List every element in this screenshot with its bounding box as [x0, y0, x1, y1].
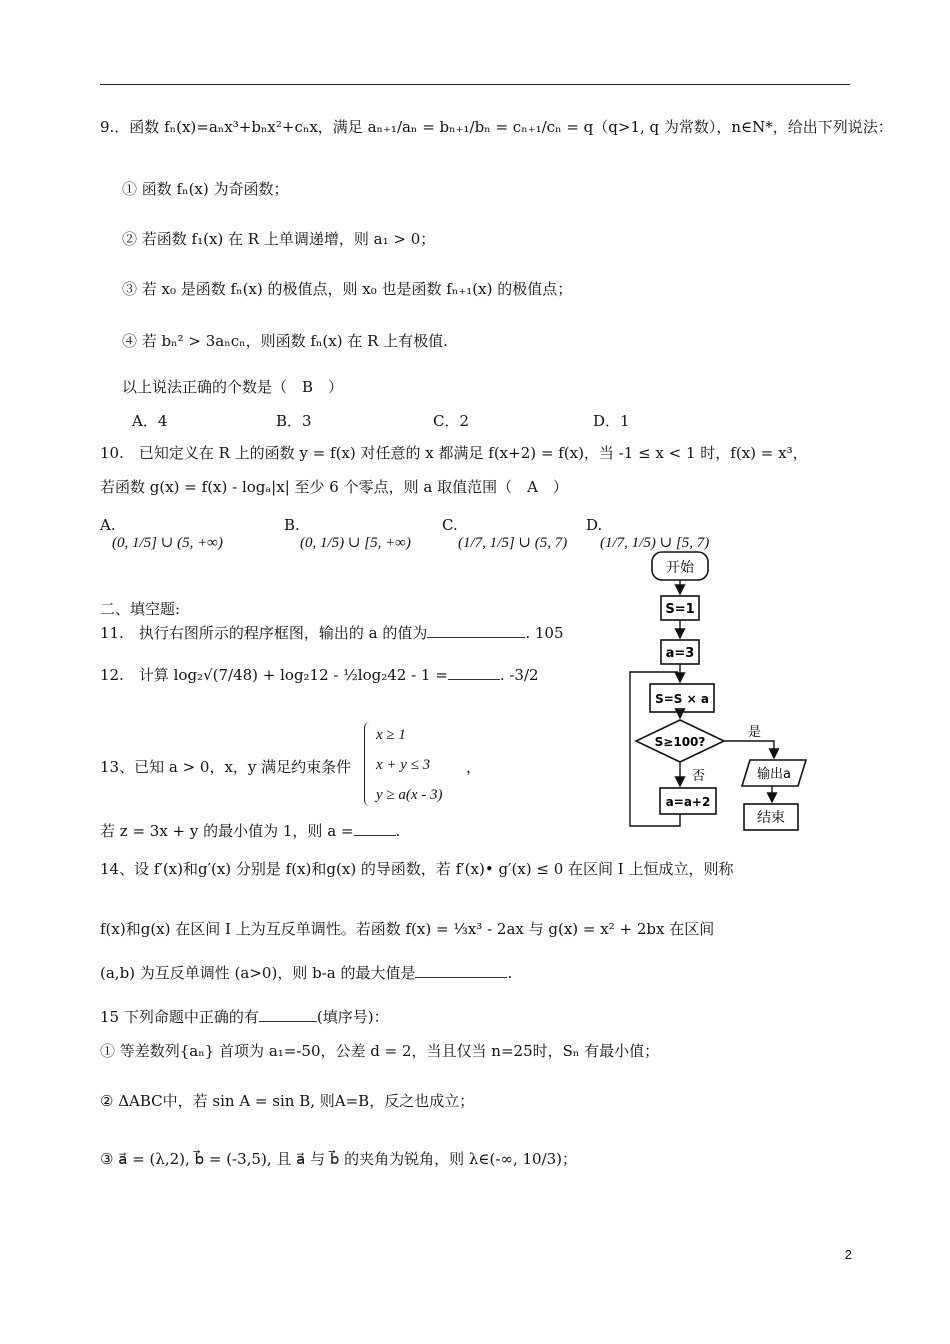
- flow-yes-label: 是: [748, 725, 762, 740]
- q9-question: 以上说法正确的个数是（ B ）: [122, 378, 344, 396]
- flow-a3-label: a=3: [665, 646, 695, 661]
- page-number: 2: [844, 1247, 852, 1262]
- q13-comma: ，: [466, 758, 482, 776]
- q14-question: (a,b) 为互反单调性 (a>0)，则 b-a 的最大值是: [100, 964, 416, 982]
- q11-text: [100, 622, 564, 644]
- program-flowchart: [620, 548, 820, 838]
- q13-constraint-3: y ≥ a(x - 3): [376, 787, 443, 803]
- q11-blank: [427, 623, 525, 638]
- q9-option-a: A．4: [132, 412, 168, 430]
- q9-stem: 9.．函数 fₙ(x)=aₙx³+bₙx²+cₙx，满足 aₙ₊₁/aₙ = bₙ₊₁/bₙ = cₙ₊₁/cₙ = q（q>1, q 为常数），n∈N*，给出下列说法：: [100, 118, 893, 136]
- q9-option-c: C．2: [433, 412, 470, 430]
- flow-end-label: 结束: [757, 810, 785, 826]
- q15-blank: [259, 1007, 317, 1022]
- q10-option-d-label: D.: [586, 516, 603, 534]
- q13-brace: [364, 722, 373, 806]
- q9-statement-4: ④ 若 bₙ² > 3aₙcₙ，则函数 fₙ(x) 在 R 上有极值.: [122, 332, 448, 350]
- q13-constraint-1: x ≥ 1: [376, 727, 406, 743]
- q11-question: 11. 执行右图所示的程序框图，输出的 a 的值为: [100, 624, 428, 642]
- q11-answer: . 105: [525, 624, 564, 642]
- q12-question: 12. 计算 log₂√(7/48) + log₂12 - ½log₂42 - 1 =: [100, 666, 448, 684]
- q13-prefix: 13、已知 a > 0，x，y 满足约束条件: [100, 758, 352, 776]
- q10-option-a-label: A.: [100, 516, 116, 534]
- q9-option-d: D．1: [593, 412, 630, 430]
- q13-line-2: [100, 820, 400, 842]
- q10-line-1: 10. 已知定义在 R 上的函数 y = f(x) 对任意的 x 都满足 f(x+2) = f(x)，当 -1 ≤ x < 1 时，f(x) = x³，: [100, 444, 808, 462]
- q15-statement-2: ② ΔABC中，若 sin A = sin B, 则A=B，反之也成立；: [100, 1092, 475, 1110]
- q12-text: [100, 664, 539, 686]
- q10-option-c-label: C.: [442, 516, 458, 534]
- q10-option-b-label: B.: [284, 516, 300, 534]
- q9-option-b: B．3: [276, 412, 312, 430]
- q13-constraint-2: x + y ≤ 3: [376, 757, 431, 773]
- flow-condition-label: S≥100?: [654, 735, 706, 749]
- q14-end: .: [507, 964, 513, 982]
- flow-s1-label: S=1: [665, 602, 695, 617]
- q13-question: 若 z = 3x + y 的最小值为 1，则 a =: [100, 822, 354, 840]
- q15-title: [100, 1006, 389, 1028]
- flow-inc-label: a=a+2: [665, 795, 711, 809]
- q9-statement-3: ③ 若 x₀ 是函数 fₙ(x) 的极值点，则 x₀ 也是函数 fₙ₊₁(x) 的极值点；: [122, 280, 573, 298]
- q14-line-3: [100, 962, 512, 984]
- flow-mult-label: S=S × a: [655, 692, 709, 706]
- q12-blank: [448, 665, 500, 680]
- q10-option-d: (1/7, 1/5) ∪ [5, 7): [600, 535, 710, 551]
- header-rule: [100, 84, 850, 85]
- flow-start-label: 开始: [666, 560, 694, 576]
- q10-option-b: (0, 1/5) ∪ [5, +∞): [300, 535, 411, 551]
- q15-title-end: (填序号)：: [316, 1008, 389, 1026]
- flow-output-label: 输出a: [757, 767, 791, 782]
- q15-statement-3: ③ a⃗ = (λ,2), b⃗ = (-3,5), 且 a⃗ 与 b⃗ 的夹角为锐角，则 λ∈(-∞, 10/3)；: [100, 1150, 578, 1168]
- q13-blank: [354, 821, 396, 836]
- q10-option-a: (0, 1/5] ∪ (5, +∞): [112, 535, 223, 551]
- q14-line-2: f(x)和g(x) 在区间 I 上为互反单调性。若函数 f(x) = ⅓x³ - 2ax 与 g(x) = x² + 2bx 在区间: [100, 920, 715, 938]
- q10-option-c: (1/7, 1/5] ∪ (5, 7): [458, 535, 568, 551]
- q14-blank: [415, 963, 507, 978]
- q13-end: .: [395, 822, 401, 840]
- q9-statement-2: ② 若函数 f₁(x) 在 R 上单调递增，则 a₁ > 0；: [122, 230, 436, 248]
- flow-no-label: 否: [692, 769, 706, 784]
- q10-line-2: 若函数 g(x) = f(x) - logₐ|x| 至少 6 个零点，则 a 取值范围（ A ）: [100, 478, 568, 496]
- q14-line-1: 14、设 f′(x)和g′(x) 分别是 f(x)和g(x) 的导函数，若 f′(x)• g′(x) ≤ 0 在区间 I 上恒成立，则称: [100, 860, 734, 878]
- section-fill-in-title: 二、填空题:: [100, 600, 181, 618]
- q12-answer: . -3/2: [499, 666, 539, 684]
- q15-statement-1: ① 等差数列{aₙ} 首项为 a₁=-50，公差 d = 2，当且仅当 n=25时，Sₙ 有最小值；: [100, 1042, 660, 1060]
- q15-question: 15 下列命题中正确的有: [100, 1008, 259, 1026]
- q9-statement-1: ① 函数 fₙ(x) 为奇函数；: [122, 180, 289, 198]
